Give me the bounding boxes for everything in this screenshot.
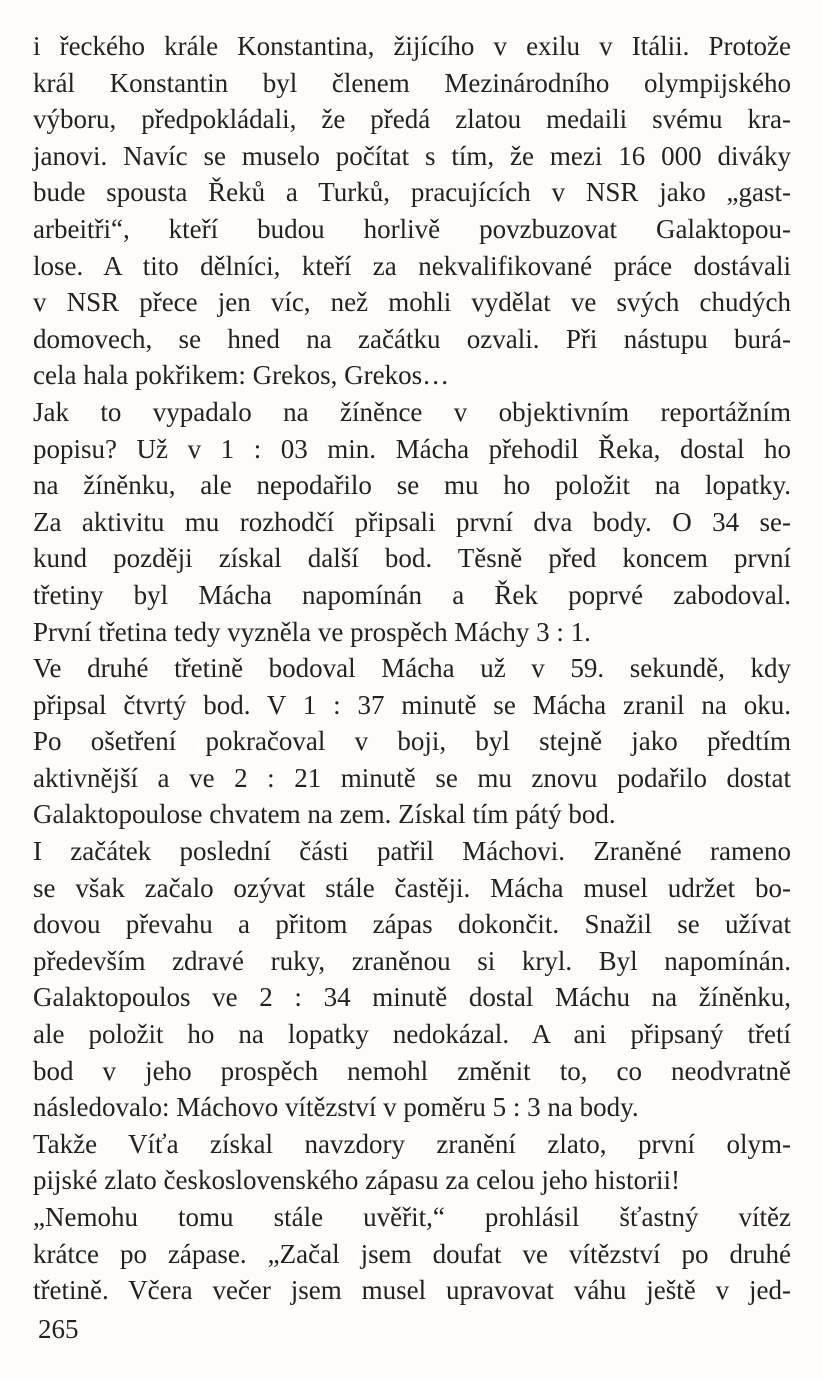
text-line: Takže Víťa získal navzdory zranění zlato, první olym- [33, 1128, 791, 1159]
page-number: 265 [38, 1314, 79, 1344]
text-line: Jak to vypadalo na žíněnce v objektivním reportážním [33, 396, 791, 427]
text-line: připsal čtvrtý bod. V 1 : 37 minutě se Mácha zranil na oku. [33, 689, 791, 720]
text-line: janovi. Navíc se muselo počítat s tím, že mezi 16 000 diváky [33, 140, 791, 171]
text-line: domovech, se hned na začátku ozvali. Při nástupu burá- [33, 323, 791, 354]
text-line: bod v jeho prospěch nemohl změnit to, co neodvratně [33, 1055, 791, 1086]
text-line: především zdravé ruky, zraněnou si kryl. Byl napomínán. [33, 945, 791, 976]
text-line: třetině. Včera večer jsem musel upravovat váhu ještě v jed- [33, 1275, 791, 1306]
text-line: ale položit ho na lopatky nedokázal. A ani připsaný třetí [33, 1019, 791, 1050]
text-line: Galaktopoulose chvatem na zem. Získal tím pátý bod. [33, 799, 616, 830]
text-line: I začátek poslední části patřil Máchovi. Zraněné rameno [33, 836, 791, 867]
text-line: bude spousta Řeků a Turků, pracujících v NSR jako „gast- [33, 177, 791, 208]
text-line: i řeckého krále Konstantina, žijícího v exilu v Itálii. Protože [33, 31, 791, 61]
text-line: krátce po zápase. „Začal jsem doufat ve vítězství po druhé [33, 1238, 791, 1269]
text-line: arbeitři“, kteří budou horlivě povzbuzovat Galaktopou- [33, 213, 791, 244]
text-line: na žíněnku, ale nepodařilo se mu ho položit na lopatky. [33, 470, 791, 501]
text-line: se však začalo ozývat stále častěji. Mácha musel udržet bo- [33, 872, 791, 903]
text-line: Galaktopoulos ve 2 : 34 minutě dostal Máchu na žíněnku, [33, 982, 791, 1013]
text-line: třetiny byl Mácha napomínán a Řek poprvé zabodoval. [33, 579, 791, 610]
text-line: výboru, předpokládali, že předá zlatou medaili svému kra- [33, 104, 791, 135]
text-line: král Konstantin byl členem Mezinárodního olympijského [33, 67, 791, 98]
text-line: Za aktivitu mu rozhodčí připsali první dva body. O 34 se- [33, 506, 791, 537]
text-line: lose. A tito dělníci, kteří za nekvalifikované práce dostávali [33, 250, 791, 281]
text-line: dovou převahu a přitom zápas dokončit. Snažil se užívat [33, 909, 791, 940]
text-line: v NSR přece jen víc, než mohli vydělat ve svých chudých [33, 287, 791, 318]
text-line: aktivnější a ve 2 : 21 minutě se mu znovu podařilo dostat [33, 762, 791, 793]
text-line: cela hala pokřikem: Grekos, Grekos… [33, 360, 450, 391]
text-line: kund později získal další bod. Těsně před koncem první [33, 543, 791, 574]
text-line: „Nemohu tomu stále uvěřit,“ prohlásil šťastný vítěz [33, 1202, 791, 1232]
text-line: První třetina tedy vyzněla ve prospěch Máchy 3 : 1. [33, 616, 591, 647]
text-line: popisu? Už v 1 : 03 min. Mácha přehodil Řeka, dostal ho [33, 433, 791, 464]
text-line: Po ošetření pokračoval v boji, byl stejně jako předtím [33, 726, 791, 757]
text-line: následovalo: Máchovo vítězství v poměru 5 : 3 na body. [33, 1092, 639, 1123]
body-text [33, 28, 791, 1309]
text-line: pijské zlato československého zápasu za celou jeho historii! [33, 1165, 681, 1196]
text-line: Ve druhé třetině bodoval Mácha už v 59. sekundě, kdy [33, 653, 791, 684]
